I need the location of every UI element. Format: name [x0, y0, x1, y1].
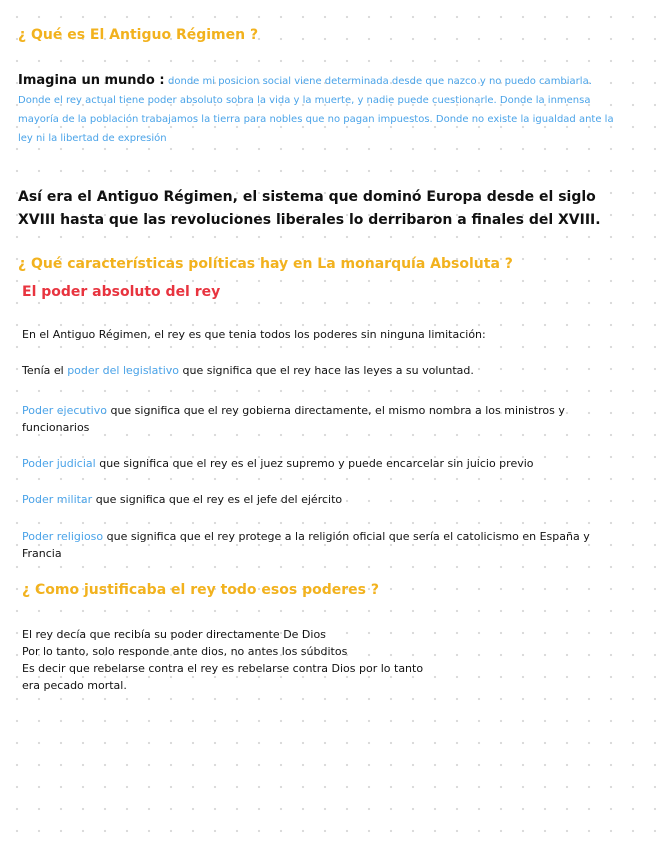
power-term: Poder ejecutivo	[22, 404, 107, 417]
imagina-lead: Imagina un mundo :	[18, 73, 165, 88]
heading-que-es: ¿ Qué es El Antiguo Régimen ?	[18, 27, 259, 43]
power-desc: que significa que el rey gobierna directamente, el mismo nombra a los ministros y funcionarios	[22, 404, 565, 434]
heading-justificacion: ¿ Como justificaba el rey todo esos poderes ?	[22, 582, 379, 598]
power-desc: que significa que el rey protege a la religión oficial que sería el catolicismo en España y Francia	[22, 530, 590, 560]
power-term: Poder religioso	[22, 530, 104, 543]
justification-line: Es decir que rebelarse contra el rey es rebelarse contra Dios por lo tanto	[22, 662, 424, 675]
justification-block	[22, 626, 622, 694]
justification-line: El rey decía que recibía su poder directamente De Dios	[22, 628, 326, 641]
power-desc: que significa que el rey es el jefe del ejército	[92, 493, 343, 506]
subheading-poder-absoluto: El poder absoluto del rey	[22, 284, 221, 300]
power-desc: que significa que el rey es el juez supremo y puede encarcelar sin juicio previo	[95, 457, 534, 470]
heading-caracteristicas: ¿ Qué características políticas hay en La monarquía Absoluta ?	[18, 256, 513, 272]
justification-line: era pecado mortal.	[22, 679, 127, 692]
imagina-line-1: donde mi posicion social viene determinada desde que nazco y no puedo cambiarla.	[168, 76, 592, 87]
power-term: Poder judicial	[22, 457, 96, 470]
power-item	[22, 455, 622, 472]
power-item	[22, 362, 622, 379]
power-item	[22, 491, 622, 508]
justification-line: Por lo tanto, solo responde ante dios, no antes los súbditos	[22, 645, 348, 658]
power-term: Poder militar	[22, 493, 93, 506]
intro-text: En el Antiguo Régimen, el rey es que tenia todos los poderes sin ninguna limitación:	[22, 328, 486, 341]
power-item	[22, 402, 622, 436]
power-term: poder del legislativo	[67, 364, 179, 377]
imagina-block	[18, 72, 618, 148]
power-prefix: Tenía el	[22, 364, 68, 377]
power-desc: que significa que el rey hace las leyes a su voluntad.	[179, 364, 474, 377]
power-item	[22, 528, 622, 562]
summary-paragraph: Así era el Antiguo Régimen, el sistema que dominó Europa desde el siglo XVIII hasta que las revoluciones liberales lo derribaron a finales del XVIII.	[18, 189, 601, 228]
imagina-line-2: Donde el rey actual tiene poder absoluto sobra la vida y la muerte, y nadie puede cuestionarle. Donde la inmensa mayoría de la población trabajamos la tierra para nobles que no pagan impuestos. Donde no existe la igualdad ante la ley ni la libertad de expresión	[18, 95, 614, 144]
